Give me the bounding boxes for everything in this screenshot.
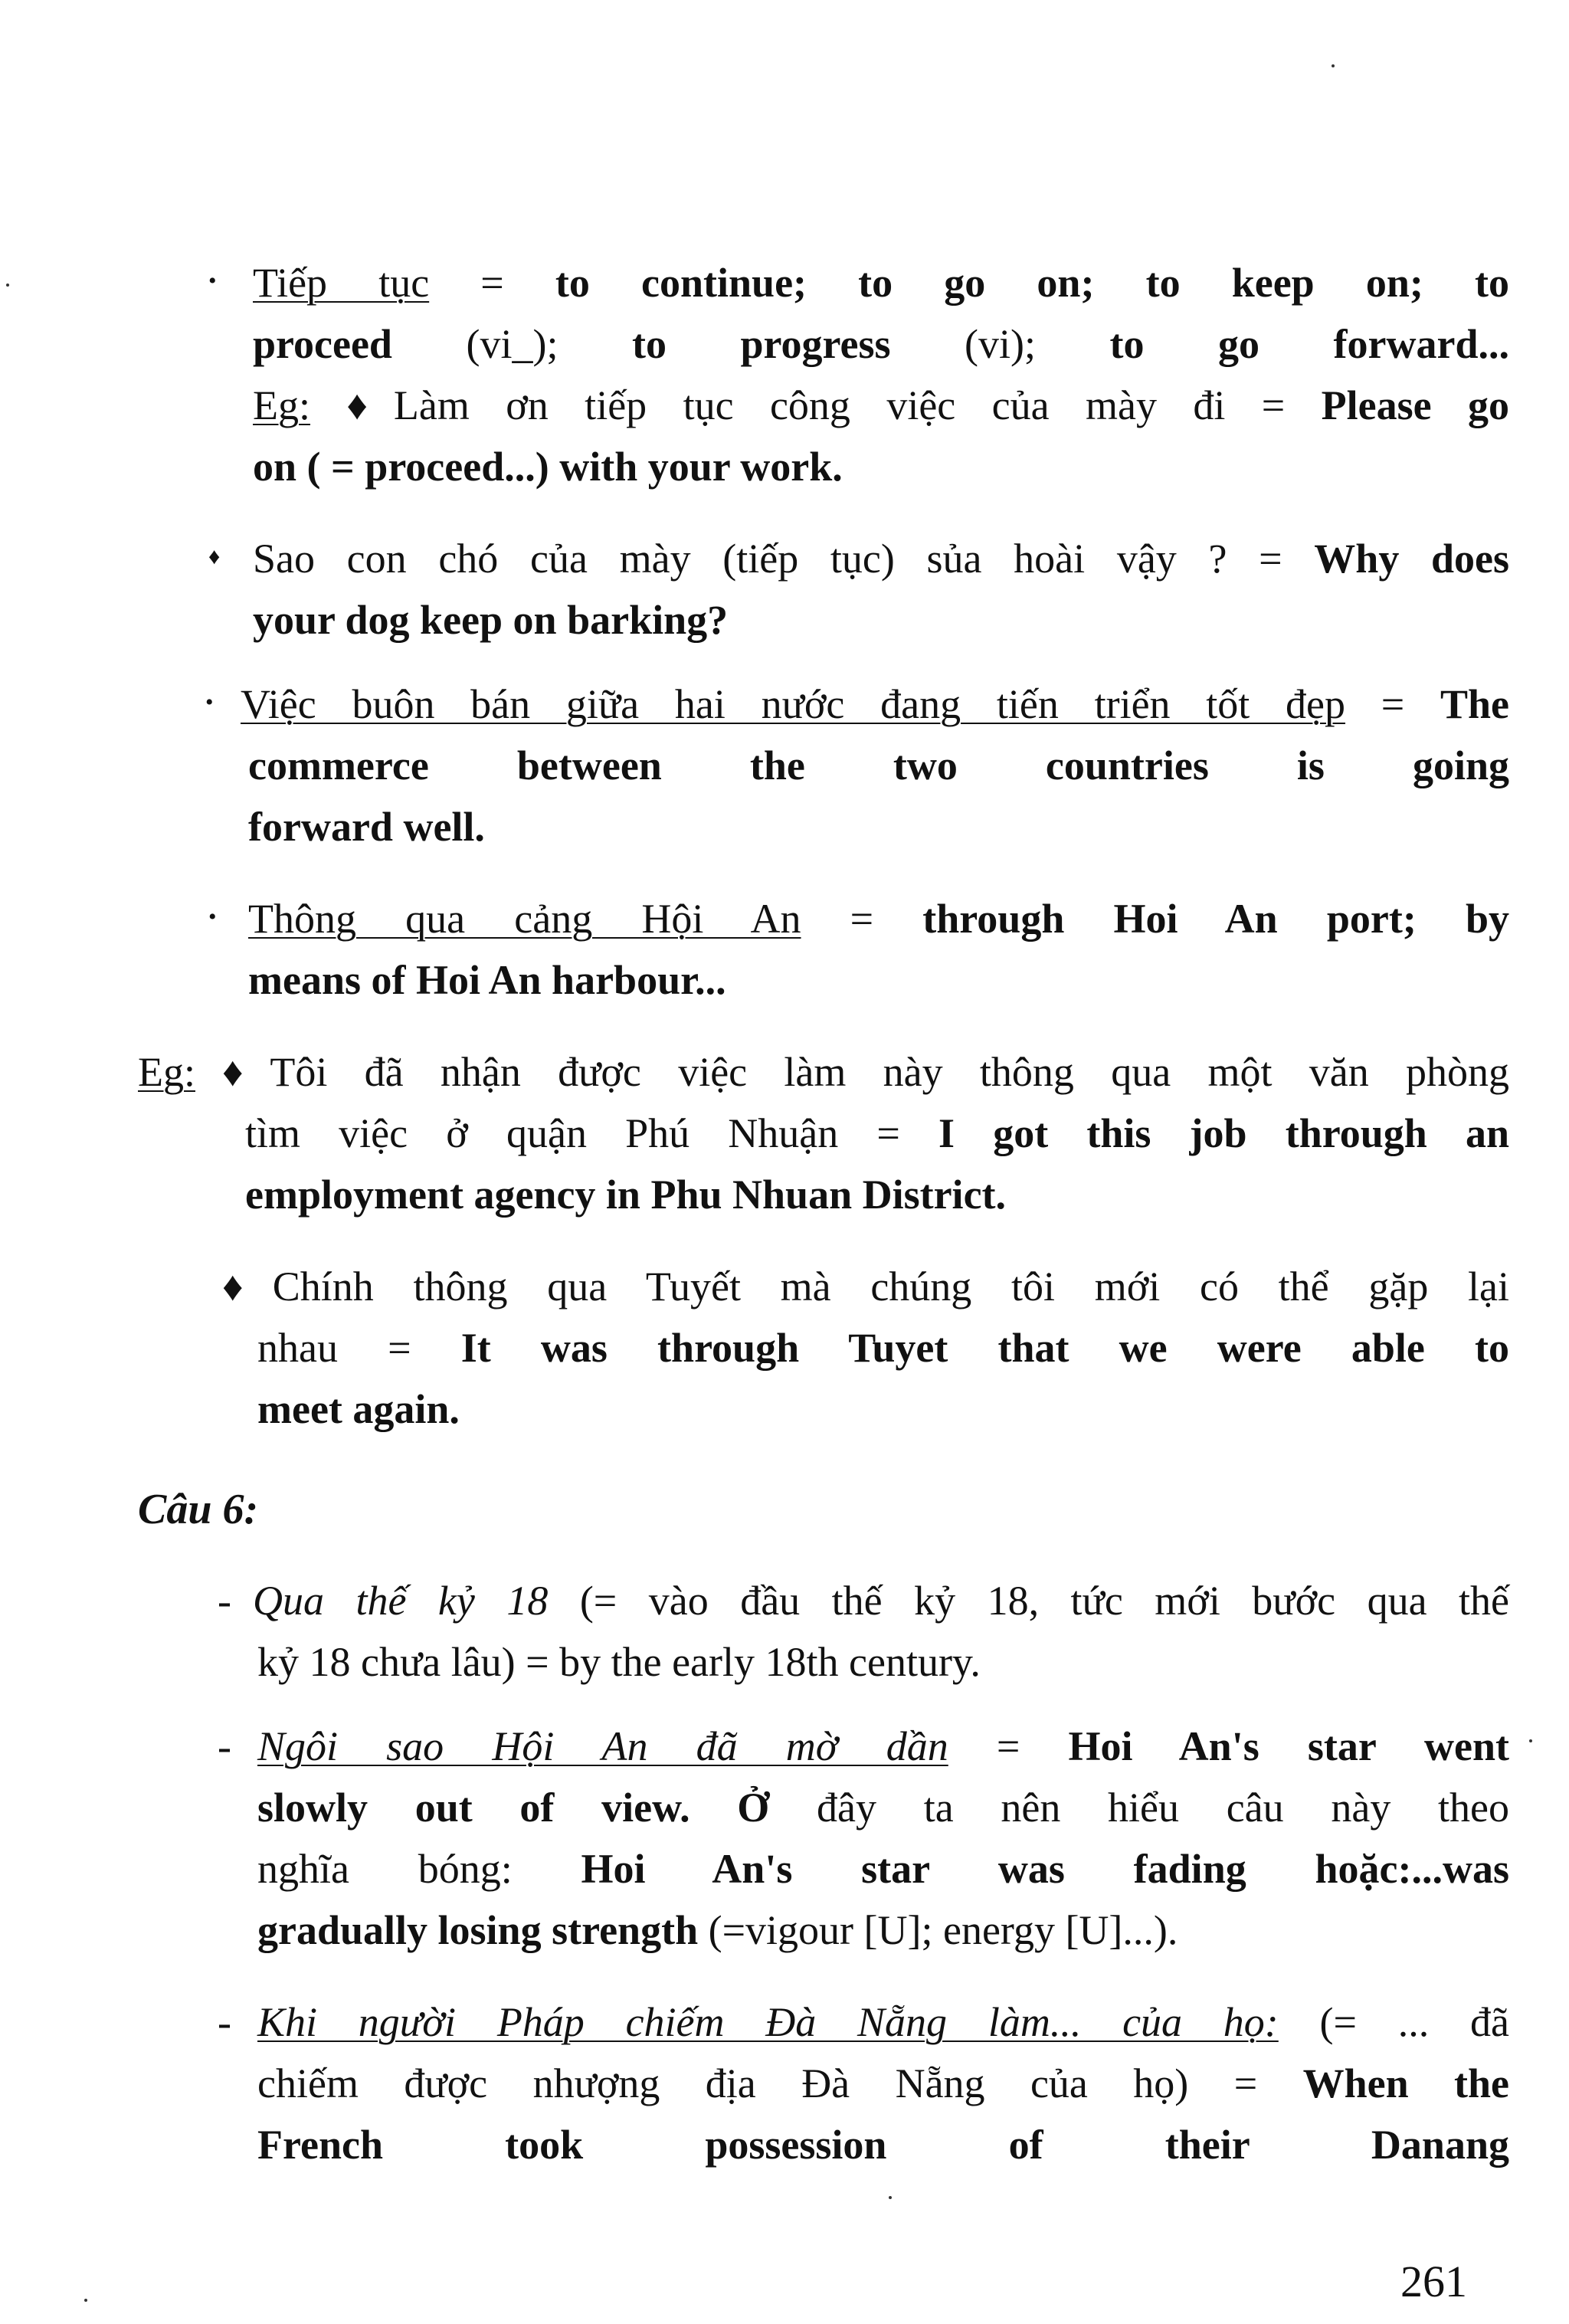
section-heading	[138, 1488, 258, 1531]
english-translation: Please go	[1321, 382, 1509, 428]
explanation: (= vào đầu thế kỷ 18, tức mới bước qua thế	[548, 1578, 1509, 1624]
explanation: (=vigour [U]; energy [U]...).	[698, 1907, 1178, 1953]
entry-line	[257, 1848, 1509, 1890]
vietnamese-term: Việc buôn bán giữa hai nước đang tiến triển tốt đẹp	[241, 681, 1346, 727]
example-label	[138, 1051, 195, 1093]
example-line	[253, 536, 1510, 582]
entry-line	[241, 683, 1509, 725]
section-heading-text: Câu 6:	[138, 1486, 259, 1533]
english-translation: meet again.	[257, 1386, 460, 1432]
english-translation: your dog keep on barking?	[253, 597, 729, 643]
english-translation: It was through Tuyet that we were able to	[460, 1325, 1509, 1371]
entry-line	[248, 804, 485, 850]
entry-line	[253, 1578, 1509, 1624]
english-translation: Why does	[1314, 536, 1510, 582]
explanation: (= ... đã	[1278, 1999, 1509, 2045]
english-translation: I got this job through an	[938, 1110, 1509, 1156]
vietnamese-term: Tiếp tục	[253, 260, 430, 306]
entry-line	[257, 2060, 1510, 2106]
example-line	[257, 1327, 1509, 1369]
vietnamese-example: ♦Chính thông qua Tuyết mà chúng tôi mới có thể gặp lại	[222, 1264, 1509, 1310]
example-line	[253, 599, 728, 641]
scan-speck	[889, 2196, 892, 2199]
example-line	[245, 1172, 1007, 1218]
equals-sign: =	[429, 260, 555, 306]
entry-line	[253, 260, 1509, 306]
english-translation: Hoi An's star was fading hoặc:...was	[581, 1846, 1509, 1892]
scan-speck	[1529, 1739, 1532, 1742]
explanation: chiếm được nhượng địa Đà Nẵng của họ) =	[257, 2060, 1303, 2106]
dash-marker: -	[218, 1999, 231, 2045]
bullet: •	[208, 268, 217, 293]
dash-marker: -	[218, 1723, 231, 1769]
vietnamese-example: tìm việc ở quận Phú Nhuận =	[245, 1110, 939, 1156]
english-translation: to progress	[631, 321, 891, 367]
explanation: đây ta nên hiểu câu này theo	[769, 1785, 1509, 1831]
example-line	[245, 1110, 1509, 1156]
vietnamese-phrase: Ngôi sao Hội An đã mờ dần	[257, 1723, 948, 1769]
example-line	[222, 1051, 1509, 1093]
equals-sign: =	[801, 896, 923, 942]
entry-line	[248, 896, 1510, 942]
entry-line	[257, 1785, 1509, 1831]
page-number: 261	[1400, 2257, 1467, 2306]
bullet: •	[208, 904, 217, 929]
vietnamese-term: Thông qua cảng Hội An	[248, 896, 801, 942]
explanation: nghĩa bóng:	[257, 1846, 581, 1892]
entry-line	[253, 323, 1509, 365]
english-translation: proceed	[253, 321, 392, 367]
entry-line	[257, 1641, 981, 1683]
dash-marker: -	[218, 1578, 231, 1624]
english-translation: slowly out of view. Ở	[257, 1785, 770, 1831]
diamond-bullet: ♦	[208, 544, 221, 569]
equals-sign: =	[948, 1723, 1069, 1769]
scan-speck	[84, 2299, 87, 2302]
english-translation: French took possession of their Danang	[257, 2122, 1509, 2168]
english-translation: The	[1440, 681, 1509, 727]
vietnamese-example: Sao con chó của mày (tiếp tục) sủa hoài vậy ? =	[253, 536, 1315, 582]
english-translation: commerce between the two countries is going	[248, 742, 1509, 788]
vietnamese-example: ♦Tôi đã nhận được việc làm này thông qua một văn phòng	[222, 1049, 1509, 1095]
grammar-note: (vi);	[890, 321, 1110, 367]
entry-line	[257, 2122, 1509, 2168]
english-translation: through Hoi An port; by	[922, 896, 1510, 942]
english-translation: means of Hoi An harbour...	[248, 957, 726, 1003]
example-line	[253, 382, 1509, 428]
vietnamese-example: nhau =	[257, 1325, 461, 1371]
entry-line	[257, 2001, 1509, 2043]
example-label: Eg:	[253, 382, 310, 428]
english-translation: to continue; to go on; to keep on; to	[555, 260, 1509, 306]
english-translation: Hoi An's star went	[1068, 1723, 1509, 1769]
example-line	[253, 444, 843, 490]
english-translation: forward well.	[248, 804, 485, 850]
explanation: kỷ 18 chưa lâu) = by the early 18th century.	[257, 1639, 981, 1685]
grammar-note: (vi_);	[391, 321, 632, 367]
vietnamese-phrase: Khi người Pháp chiếm Đà Nẵng làm... của họ:	[257, 1999, 1279, 2045]
scan-speck	[1332, 64, 1335, 67]
vietnamese-phrase: Qua thế kỷ 18	[253, 1578, 549, 1624]
entry-line	[248, 742, 1509, 788]
vietnamese-example: ♦Làm ơn tiếp tục công việc của mày đi =	[310, 382, 1322, 428]
example-line	[222, 1264, 1509, 1310]
english-translation: on ( = proceed...) with your work.	[253, 444, 843, 490]
english-translation: When the	[1302, 2060, 1510, 2106]
english-translation: to go forward...	[1109, 321, 1509, 367]
english-translation: employment agency in Phu Nhuan District.	[245, 1172, 1007, 1218]
example-line	[257, 1388, 460, 1430]
entry-line	[257, 1909, 1178, 1951]
entry-line	[248, 959, 726, 1001]
entry-line	[257, 1723, 1509, 1769]
scan-speck	[6, 284, 9, 287]
example-label-text: Eg:	[138, 1049, 195, 1095]
bullet: •	[205, 690, 214, 715]
english-translation: gradually losing strength	[257, 1907, 699, 1953]
equals-sign: =	[1345, 681, 1440, 727]
